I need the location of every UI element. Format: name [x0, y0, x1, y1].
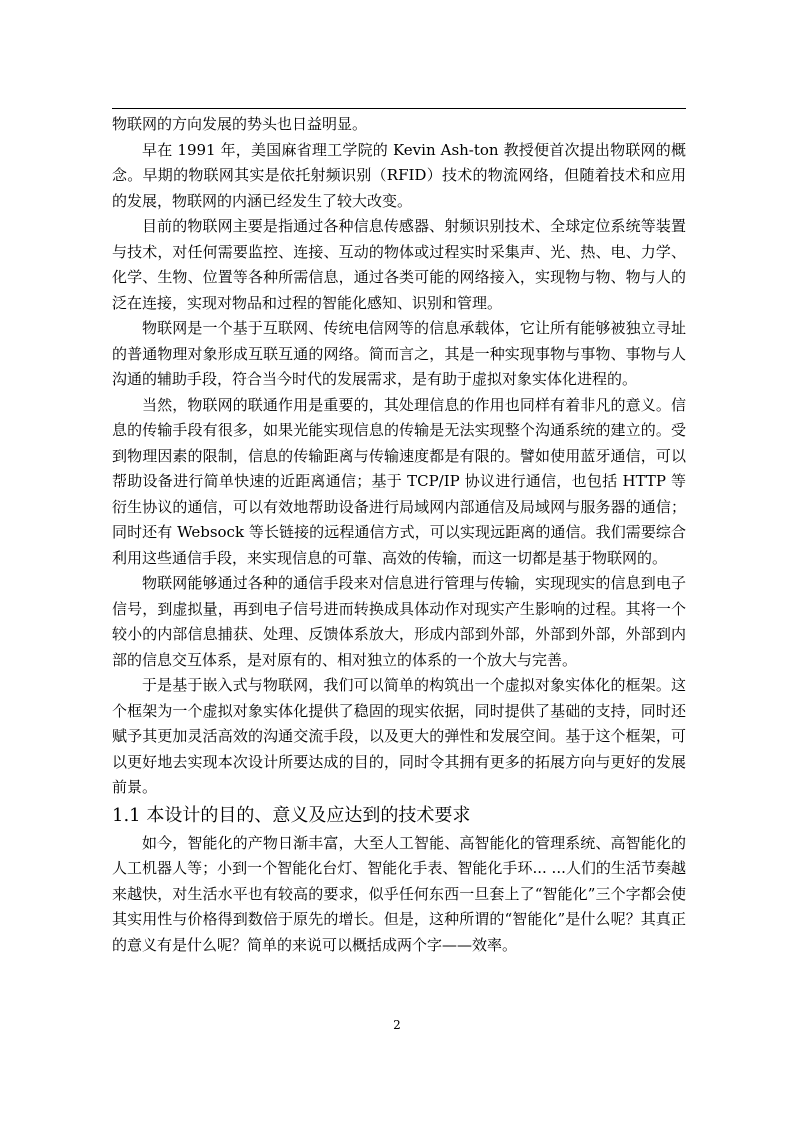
document-body — [112, 112, 686, 958]
header-rule — [112, 108, 686, 109]
body-paragraph: 物联网是一个基于互联网、传统电信网等的信息承载体，它让所有能够被独立寻址的普通物理对象形成互联互通的网络。简而言之，其是一种实现事物与事物、事物与人沟通的辅助手段，符合当今时代的发展需求，是有助于虚拟对象实体化进程的。 — [112, 319, 686, 388]
body-paragraph: 当然，物联网的联通作用是重要的，其处理信息的作用也同样有着非凡的意义。信息的传输手段有很多，如果光能实现信息的传输是无法实现整个沟通系统的建立的。受到物理因素的限制，信息的传输距离与传输速度都是有限的。譬如使用蓝牙通信，可以帮助设备进行简单快速的近距离通信；基于 TCP/IP 协议进行通信，也包括 HTTP 等衍生协议的通信，可以有效地帮助设备进行局域网内部通信及局域网与服务器的通信；同时还有 Websock 等长链接的远程通信方式，可以实现远距离的通信。我们需要综合利用这些通信手段，来实现信息的可靠、高效的传输，而这一切都是基于物联网的。 — [112, 395, 686, 567]
body-paragraph: 如今，智能化的产物日渐丰富，大至人工智能、高智能化的管理系统、高智能化的人工机器人等；小到一个智能化台灯、智能化手表、智能化手环... ...人们的生活节奏越来越快，对生活水平也有较高的要求，似乎任何东西一旦套上了“智能化”三个字都会使其实用性与价格得到数倍于原先的增长。但是，这种所谓的“智能化”是什么呢？其真正的意义有是什么呢？简单的来说可以概括成两个字——效率。 — [112, 833, 686, 954]
body-paragraph: 早在 1991 年，美国麻省理工学院的 Kevin Ash-ton 教授便首次提出物联网的概念。早期的物联网其实是依托射频识别（RFID）技术的物流网络，但随着技术和应用的发展，物联网的内涵已经发生了较大改变。 — [112, 140, 686, 210]
page-number: 2 — [393, 1018, 401, 1032]
body-paragraph: 物联网能够通过各种的通信手段来对信息进行管理与传输，实现现实的信息到电子信号，到虚拟量，再到电子信号进而转换成具体动作对现实产生影响的过程。其将一个较小的内部信息捕获、处理、反馈体系放大，形成内部到外部，外部到外部，外部到内部的信息交互体系，是对原有的、相对独立的体系的一个放大与完善。 — [112, 574, 686, 669]
body-paragraph: 物联网的方向发展的势头也日益明显。 — [112, 115, 368, 133]
body-paragraph: 目前的物联网主要是指通过各种信息传感器、射频识别技术、全球定位系统等装置与技术，对任何需要监控、连接、互动的物体或过程实时采集声、光、热、电、力学、化学、生物、位置等各种所需信息，通过各类可能的网络接入，实现物与物、物与人的泛在连接，实现对物品和过程的智能化感知、识别和管理。 — [112, 217, 686, 312]
section-heading: 1.1 本设计的目的、意义及应达到的技术要求 — [112, 804, 471, 826]
body-paragraph: 于是基于嵌入式与物联网，我们可以简单的构筑出一个虚拟对象实体化的框架。这个框架为一个虚拟对象实体化提供了稳固的现实依据，同时提供了基础的支持，同时还赋予其更加灵活高效的沟通交流手段，以及更大的弹性和发展空间。基于这个框架，可以更好地去实现本次设计所要达成的目的，同时令其拥有更多的拓展方向与更好的发展前景。 — [112, 676, 686, 796]
